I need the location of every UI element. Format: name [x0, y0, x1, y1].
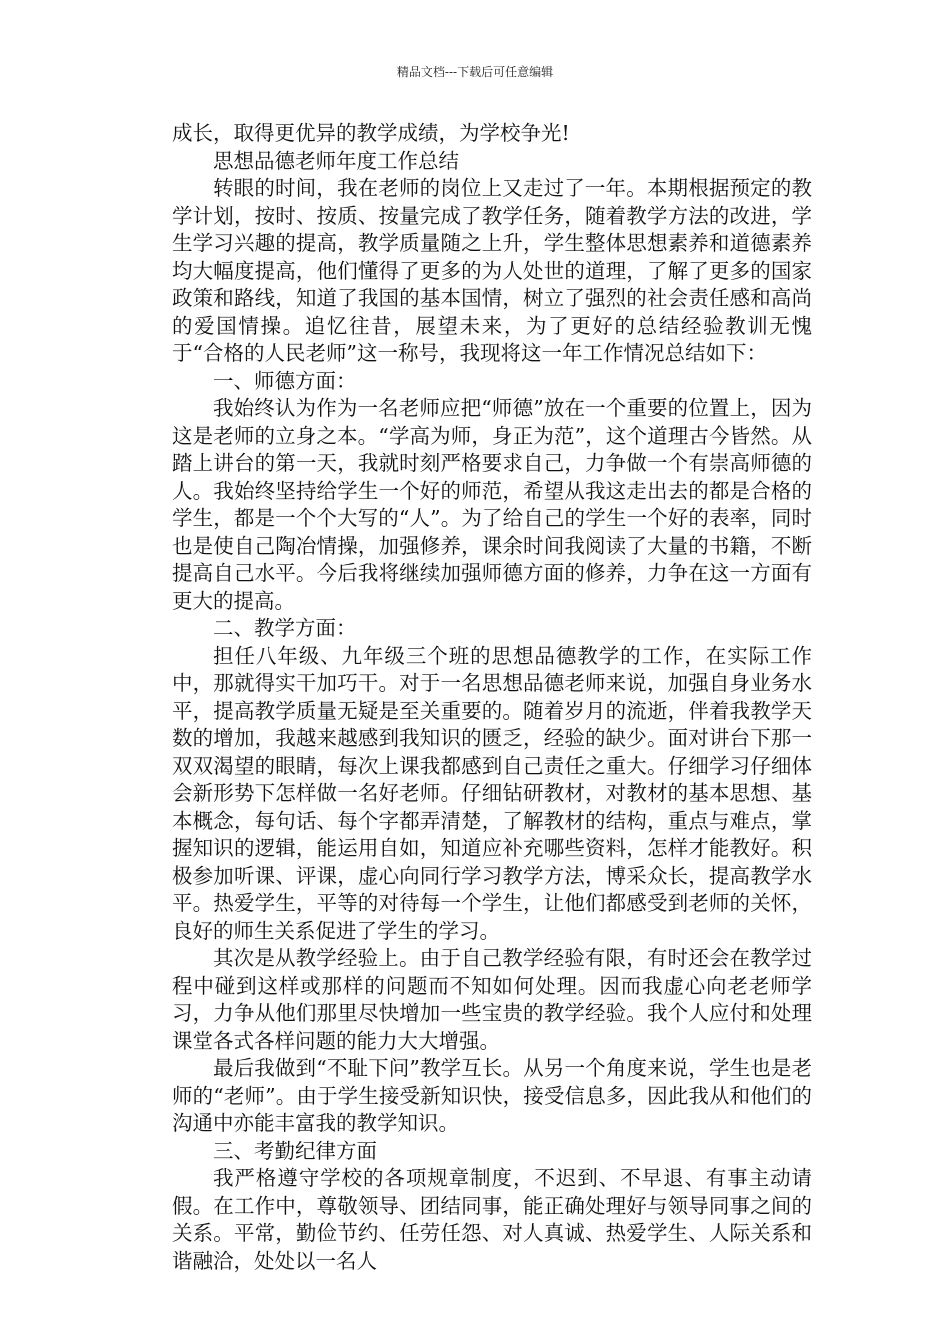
section-heading-teaching: 二、教学方面：	[213, 616, 357, 640]
paragraph-learning: 最后我做到“不耻下问”教学互长。从另一个角度来说，学生也是老师的“老师”。由于学生接受新知识快，接受信息多，因此我从和他们的沟通中亦能丰富我的教学知识。	[172, 1056, 812, 1135]
intro-line: 成长，取得更优异的教学成绩，为学校争光!	[172, 121, 570, 145]
section-heading-ethics: 一、师德方面：	[213, 368, 357, 393]
page-header: 精品文档---下载后可任意编辑	[396, 65, 554, 79]
paragraph-teaching: 担任八年级、九年级三个班的思想品德教学的工作，在实际工作中，那就得实干加巧干。对于一名思想品德老师来说，加强自身业务水平，提高教学质量无疑是至关重要的。随着岁月的流逝，伴着我教学天数的增加，我越来越感到我知识的匮乏，经验的缺少。面对讲台下那一双双渴望的眼睛，每次上课我都感到自己责任之重大。仔细学习仔细体会新形势下怎样做一名好老师。仔细钻研教材，对教材的基本思想、基本概念，每句话、每个字都弄清楚，了解教材的结构，重点与难点，掌握知识的逻辑，能运用自如，知道应补充哪些资料，怎样才能教好。积极参加听课、评课，虚心向同行学习教学方法，博采众长，提高教学水平。热爱学生，平等的对待每一个学生，让他们都感受到老师的关怀，良好的师生关系促进了学生的学习。	[172, 643, 812, 943]
document-title: 思想品德老师年度工作总结	[213, 148, 459, 173]
paragraph-intro: 转眼的时间，我在老师的岗位上又走过了一年。本期根据预定的教学计划，按时、按质、按量完成了教学任务，随着教学方法的改进，学生学习兴趣的提高，教学质量随之上升，学生整体思想素养和道德素养均大幅度提高，他们懂得了更多的为人处世的道理，了解了更多的国家政策和路线，知道了我国的基本国情，树立了强烈的社会责任感和高尚的爱国情操。追忆往昔，展望未来，为了更好的总结经验教训无愧于“合格的人民老师”这一称号，我现将这一年工作情况总结如下：	[172, 176, 812, 365]
document-body	[172, 120, 812, 1275]
paragraph-experience: 其次是从教学经验上。由于自己教学经验有限，有时还会在教学过程中碰到这样或那样的问题而不知如何处理。因而我虚心向老老师学习，力争从他们那里尽快增加一些宝贵的教学经验。我个人应付和处理课堂各式各样问题的能力大大增强。	[172, 946, 812, 1053]
paragraph-discipline: 我严格遵守学校的各项规章制度，不迟到、不早退、有事主动请假。在工作中，尊敬领导、团结同事，能正确处理好与领导同事之间的关系。平常，勤俭节约、任劳任怨、对人真诚、热爱学生、人际关系和谐融洽，处处以一名人	[172, 1166, 812, 1273]
section-heading-discipline: 三、考勤纪律方面	[213, 1138, 377, 1163]
paragraph-ethics: 我始终认为作为一名老师应把“师德”放在一个重要的位置上，因为这是老师的立身之本。“学高为师，身正为范”，这个道理古今皆然。从踏上讲台的第一天，我就时刻严格要求自己，力争做一个有崇高师德的人。我始终坚持给学生一个好的师范，希望从我这走出去的都是合格的学生，都是一个个大写的“人”。为了给自己的学生一个好的表率，同时也是使自己陶冶情操，加强修养，课余时间我阅读了大量的书籍，不断提高自己水平。今后我将继续加强师德方面的修养，力争在这一方面有更大的提高。	[172, 396, 812, 613]
